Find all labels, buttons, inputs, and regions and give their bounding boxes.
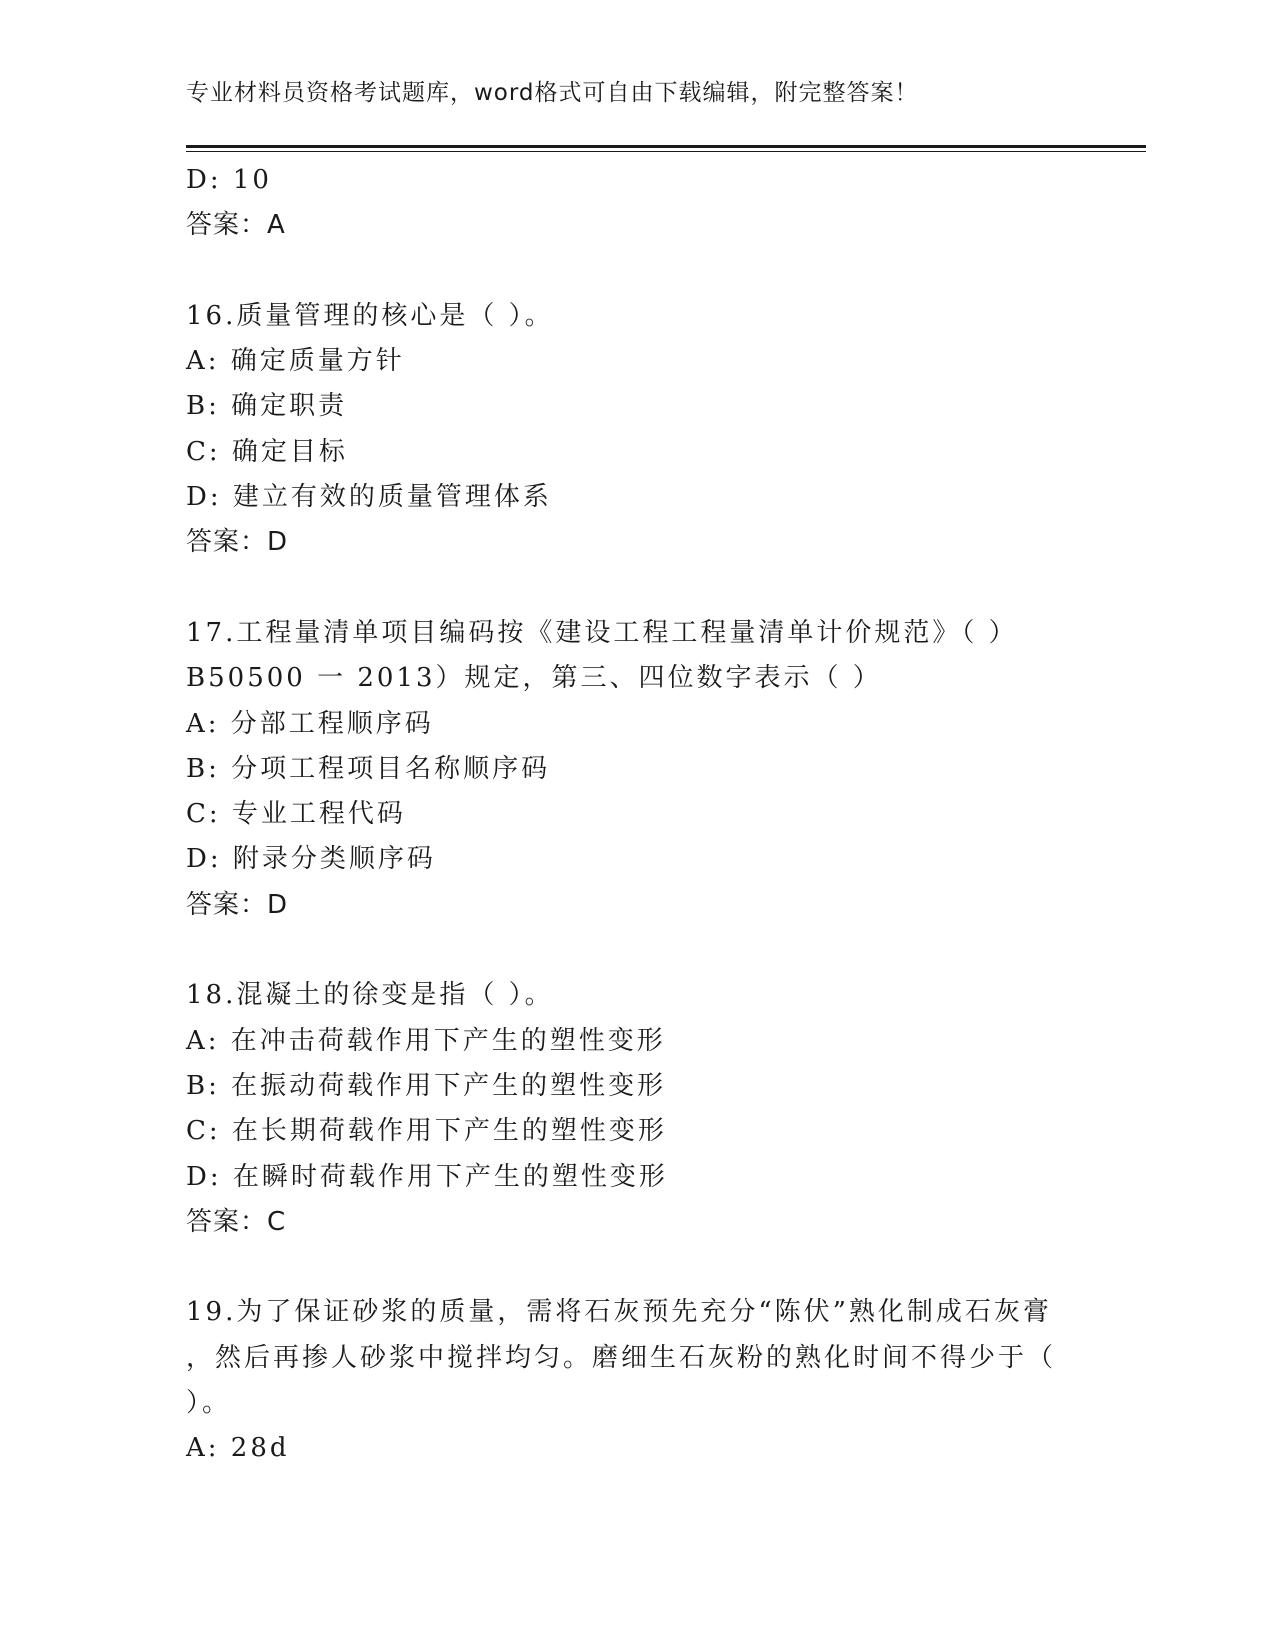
spacer <box>186 1245 1146 1290</box>
answer: 答案：D <box>186 527 289 558</box>
option-c: C: 专业工程代码 <box>186 799 406 830</box>
option-d: D: 建立有效的质量管理体系 <box>186 482 552 513</box>
option-b: B: 在振动荷载作用下产生的塑性变形 <box>186 1070 667 1101</box>
option-b: B: 分项工程项目名称顺序码 <box>186 753 551 784</box>
prev-answer: 答案：A <box>186 210 286 241</box>
question-stem: 16.质量管理的核心是（ ）。 <box>186 300 554 331</box>
question-18 <box>186 973 1146 1245</box>
question-stem-continued: ，然后再掺人砂浆中搅拌均匀。磨细生石灰粉的熟化时间不得少于（ <box>186 1342 1057 1373</box>
option-d: D: 在瞬时荷载作用下产生的塑性变形 <box>186 1161 668 1192</box>
spacer <box>186 928 1146 973</box>
question-19 <box>186 1290 1146 1471</box>
option-a: A: 确定质量方针 <box>186 346 405 377</box>
option-a: A: 在冲击荷载作用下产生的塑性变形 <box>186 1025 666 1056</box>
question-content <box>186 158 1146 1472</box>
question-17 <box>186 611 1146 928</box>
question-16 <box>186 294 1146 566</box>
header-rule-thick <box>186 145 1146 148</box>
spacer <box>186 249 1146 294</box>
question-stem: 18.混凝土的徐变是指（ ）。 <box>186 980 554 1011</box>
question-stem: 17.工程量清单项目编码按《建设工程工程量清单计价规范》（ ） <box>186 617 1018 648</box>
option-c: C: 在长期荷载作用下产生的塑性变形 <box>186 1116 667 1147</box>
answer: 答案：D <box>186 889 289 920</box>
option-d: D: 附录分类顺序码 <box>186 844 436 875</box>
question-stem-continued: ）。 <box>186 1388 232 1419</box>
answer: 答案：C <box>186 1206 287 1237</box>
option-a: A: 28d <box>186 1433 290 1464</box>
header-note: 专业材料员资格考试题库，word格式可自由下载编辑，附完整答案！ <box>186 80 919 106</box>
option-c: C: 确定目标 <box>186 436 348 467</box>
option-a: A: 分部工程顺序码 <box>186 708 434 739</box>
question-stem-continued: B50500 一 2013）规定，第三、四位数字表示（ ） <box>186 663 882 694</box>
spacer <box>186 566 1146 611</box>
header-rule-thin <box>186 151 1146 152</box>
question-stem: 19.为了保证砂浆的质量，需将石灰预先充分“陈伏”熟化制成石灰膏 <box>186 1297 1052 1328</box>
prev-option-d: D: 10 <box>186 165 272 195</box>
option-b: B: 确定职责 <box>186 391 348 422</box>
